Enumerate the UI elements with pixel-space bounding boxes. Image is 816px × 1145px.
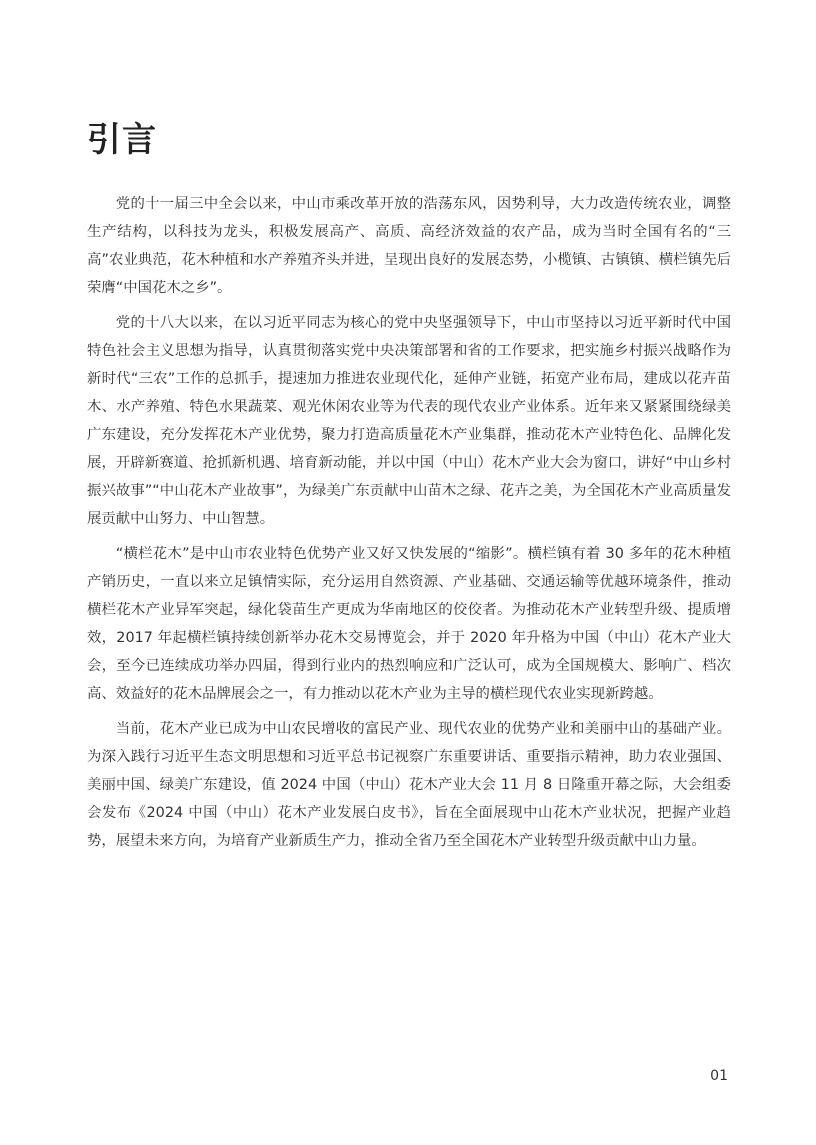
paragraph-2: 党的十八大以来，在以习近平同志为核心的党中央坚强领导下，中山市坚持以习近平新时代中国特色社会主义思想为指导，认真贯彻落实党中央决策部署和省的工作要求，把实施乡村振兴战略作为新时代“三农”工作的总抓手，提速加力推进农业现代化，延伸产业链，拓宽产业布局，建成以花卉苗木、水产养殖、特色水果蔬菜、观光休闲农业等为代表的现代农业产业体系。近年来又紧紧围绕绿美广东建设，充分发挥花木产业优势，聚力打造高质量花木产业集群，推动花木产业特色化、品牌化发展，开辟新赛道、抢抓新机遇、培育新动能，并以中国（中山）花木产业大会为窗口，讲好“中山乡村振兴故事”“中山花木产业故事”，为绿美广东贡献中山苗木之绿、花卉之美，为全国花木产业高质量发展贡献中山努力、中山智慧。	[87, 315, 731, 527]
paragraph-3: “横栏花木”是中山市农业特色优势产业又好又快发展的“缩影”。横栏镇有着 30 多年的花木种植产销历史，一直以来立足镇情实际，充分运用自然资源、产业基础、交通运输等优越环境条件，推动横栏花木产业异军突起，绿化袋苗生产更成为华南地区的佼佼者。为推动花木产业转型升级、提质增效，2017 年起横栏镇持续创新举办花木交易博览会，并于 2020 年升格为中国（中山）花木产业大会，至今已连续成功举办四届，得到行业内的热烈响应和广泛认可，成为全国规模大、影响广、档次高、效益好的花木品牌展会之一，有力推动以花木产业为主导的横栏现代农业实现新跨越。	[87, 546, 731, 702]
paragraph-4: 当前，花木产业已成为中山农民增收的富民产业、现代农业的优势产业和美丽中山的基础产业。为深入践行习近平生态文明思想和习近平总书记视察广东重要讲话、重要指示精神，助力农业强国、美丽中国、绿美广东建设，值 2024 中国（中山）花木产业大会 11 月 8 日隆重开幕之际，大会组委会发布《2024 中国（中山）花木产业发展白皮书》，旨在全面展现中山花木产业状况，把握产业趋势，展望未来方向，为培育产业新质生产力，推动全省乃至全国花木产业转型升级贡献中山力量。	[87, 721, 731, 849]
paragraph-1: 党的十一届三中全会以来，中山市乘改革开放的浩荡东风，因势利导，大力改造传统农业，调整生产结构，以科技为龙头，积极发展高产、高质、高经济效益的农产品，成为当时全国有名的“三高”农业典范，花木种植和水产养殖齐头并进，呈现出良好的发展态势，小榄镇、古镇镇、横栏镇先后荣膺“中国花木之乡”。	[87, 196, 731, 296]
page-number: 01	[710, 1068, 728, 1084]
page-title: 引言	[87, 120, 157, 160]
body-text	[87, 190, 731, 862]
